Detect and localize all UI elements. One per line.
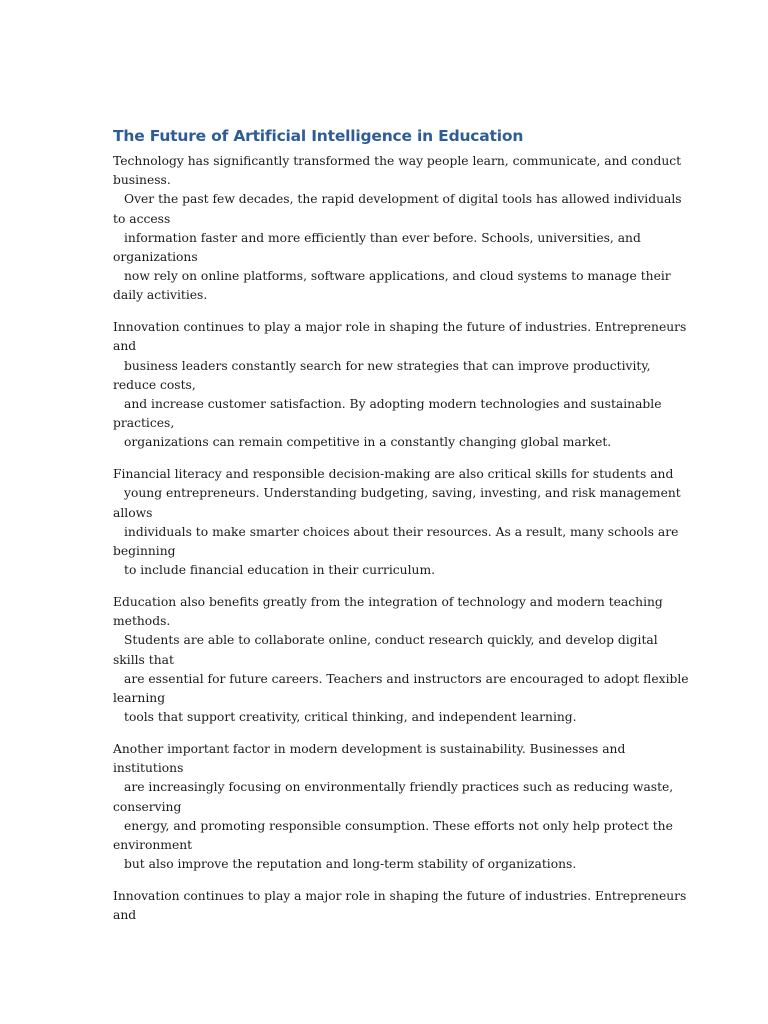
- paragraph-technology: [113, 152, 682, 306]
- text-line: and: [113, 339, 137, 354]
- text-line: and: [113, 908, 137, 923]
- text-line: learning: [113, 691, 166, 706]
- text-line: organizations can remain competitive in a constantly changing global market.: [124, 435, 612, 450]
- text-line: business.: [113, 173, 171, 188]
- text-line: energy, and promoting responsible consumption. These efforts not only help protect the: [124, 818, 673, 833]
- text-line: individuals to make smarter choices about their resources. As a result, many schools are: [124, 524, 679, 539]
- text-line: environment: [113, 838, 193, 853]
- document-title: The Future of Artificial Intelligence in Education: [113, 127, 524, 145]
- paragraph-innovation-repeat: [113, 887, 687, 925]
- text-line: but also improve the reputation and long-term stability of organizations.: [124, 857, 577, 872]
- text-line: and increase customer satisfaction. By adopting modern technologies and sustainable: [124, 397, 662, 412]
- text-line: business leaders constantly search for new strategies that can improve productivity,: [124, 358, 651, 373]
- paragraph-education: [113, 593, 689, 727]
- text-line: information faster and more efficiently than ever before. Schools, universities, and: [124, 230, 641, 245]
- text-line: practices,: [113, 416, 175, 431]
- text-line: conserving: [113, 799, 182, 814]
- text-line: institutions: [113, 761, 184, 776]
- text-line: Over the past few decades, the rapid development of digital tools has allowed individuals: [124, 192, 682, 207]
- text-line: daily activities.: [113, 288, 208, 303]
- text-line: to include financial education in their curriculum.: [124, 563, 436, 578]
- text-line: are essential for future careers. Teachers and instructors are encouraged to adopt flexible: [124, 671, 689, 686]
- document-page: [113, 125, 689, 938]
- paragraph-innovation: [113, 318, 687, 452]
- text-line: to access: [113, 211, 171, 226]
- text-line: beginning: [113, 544, 176, 559]
- text-line: tools that support creativity, critical thinking, and independent learning.: [124, 710, 577, 725]
- text-line: Education also benefits greatly from the integration of technology and modern teaching: [113, 595, 663, 610]
- text-line: are increasingly focusing on environmentally friendly practices such as reducing waste,: [124, 780, 674, 795]
- text-line: young entrepreneurs. Understanding budgeting, saving, investing, and risk management: [124, 486, 681, 501]
- paragraph-financial-literacy: [113, 465, 681, 580]
- text-line: Financial literacy and responsible decision-making are also critical skills for students and: [113, 467, 674, 482]
- text-line: organizations: [113, 250, 198, 265]
- paragraph-sustainability: [113, 740, 674, 874]
- text-line: Another important factor in modern development is sustainability. Businesses and: [113, 742, 626, 757]
- text-line: Technology has significantly transformed the way people learn, communicate, and conduct: [113, 154, 682, 168]
- text-line: now rely on online platforms, software applications, and cloud systems to manage their: [124, 269, 671, 284]
- text-line: methods.: [113, 614, 171, 629]
- text-line: skills that: [113, 652, 174, 667]
- text-line: Innovation continues to play a major role in shaping the future of industries. Entrepreneurs: [113, 889, 687, 904]
- text-line: Students are able to collaborate online, conduct research quickly, and develop digital: [124, 633, 658, 648]
- text-line: allows: [113, 505, 153, 520]
- text-line: reduce costs,: [113, 377, 196, 392]
- text-line: Innovation continues to play a major role in shaping the future of industries. Entrepreneurs: [113, 320, 687, 335]
